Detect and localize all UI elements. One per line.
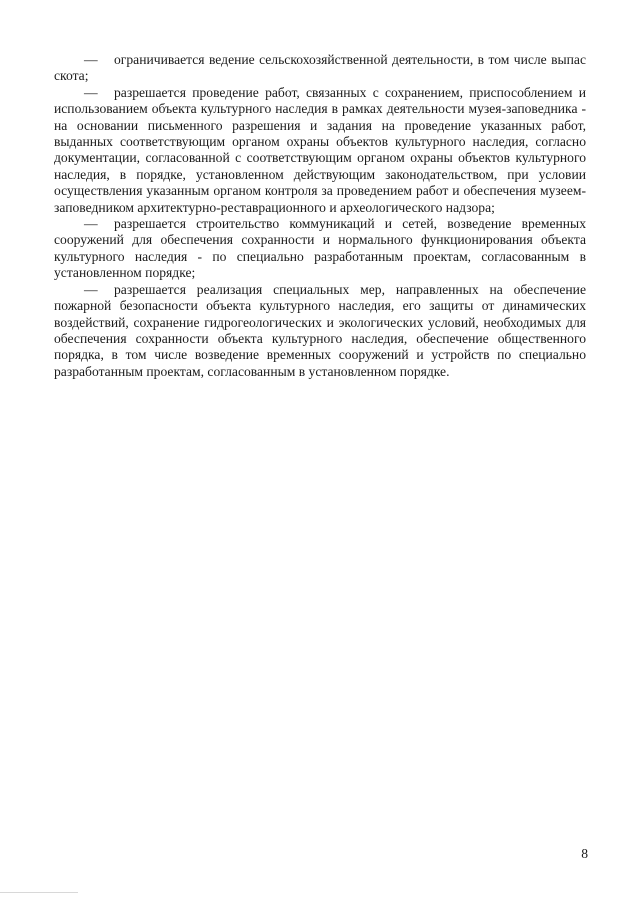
list-item-1	[54, 52, 586, 85]
list-item-2	[54, 85, 586, 216]
scan-edge-mark	[0, 892, 78, 893]
page-number: 8	[581, 846, 588, 861]
paragraph-text: разрешается реализация специальных мер, направленных на обеспечение пожарной безопасности объекта культурного наследия, его защиты от динамических воздействий, сохранение гидрогеологических и экологических условий, необходимых для обеспечения сохранности объекта культурного наследия, обеспечение общественного порядка, в том числе возведение временных сооружений и устройств по специально разработанным проектам, согласованным в установленном порядке.	[54, 281, 586, 379]
bullet-dash: —	[84, 52, 98, 67]
paragraph-text: ограничивается ведение сельскохозяйственной деятельности, в том числе выпас скота;	[54, 52, 586, 84]
paragraph-text: разрешается проведение работ, связанных с сохранением, приспособлением и использованием объекта культурного наследия в рамках деятельности музея-заповедника - на основании письменного разрешения и задания на проведение указанных работ, выданных соответствующим органом охраны объектов культурного наследия, согласно документации, согласованной с соответствующим органом охраны объектов культурного наследия, в порядке, установленном действующим законодательством, при условии осуществления указанным органом контроля за проведением работ и обеспечения музеем-заповедником архитектурно-реставрационного и археологического надзора;	[54, 84, 586, 215]
paragraph-text: разрешается строительство коммуникаций и сетей, возведение временных сооружений для обеспечения сохранности и нормального функционирования объекта культурного наследия - по специально разработанным проектам, согласованным в установленном порядке;	[54, 216, 586, 281]
body-text	[54, 52, 586, 380]
bullet-dash: —	[84, 84, 98, 100]
list-item-3	[54, 216, 586, 282]
list-item-4	[54, 282, 586, 380]
bullet-dash: —	[84, 281, 98, 297]
bullet-dash: —	[84, 216, 98, 232]
